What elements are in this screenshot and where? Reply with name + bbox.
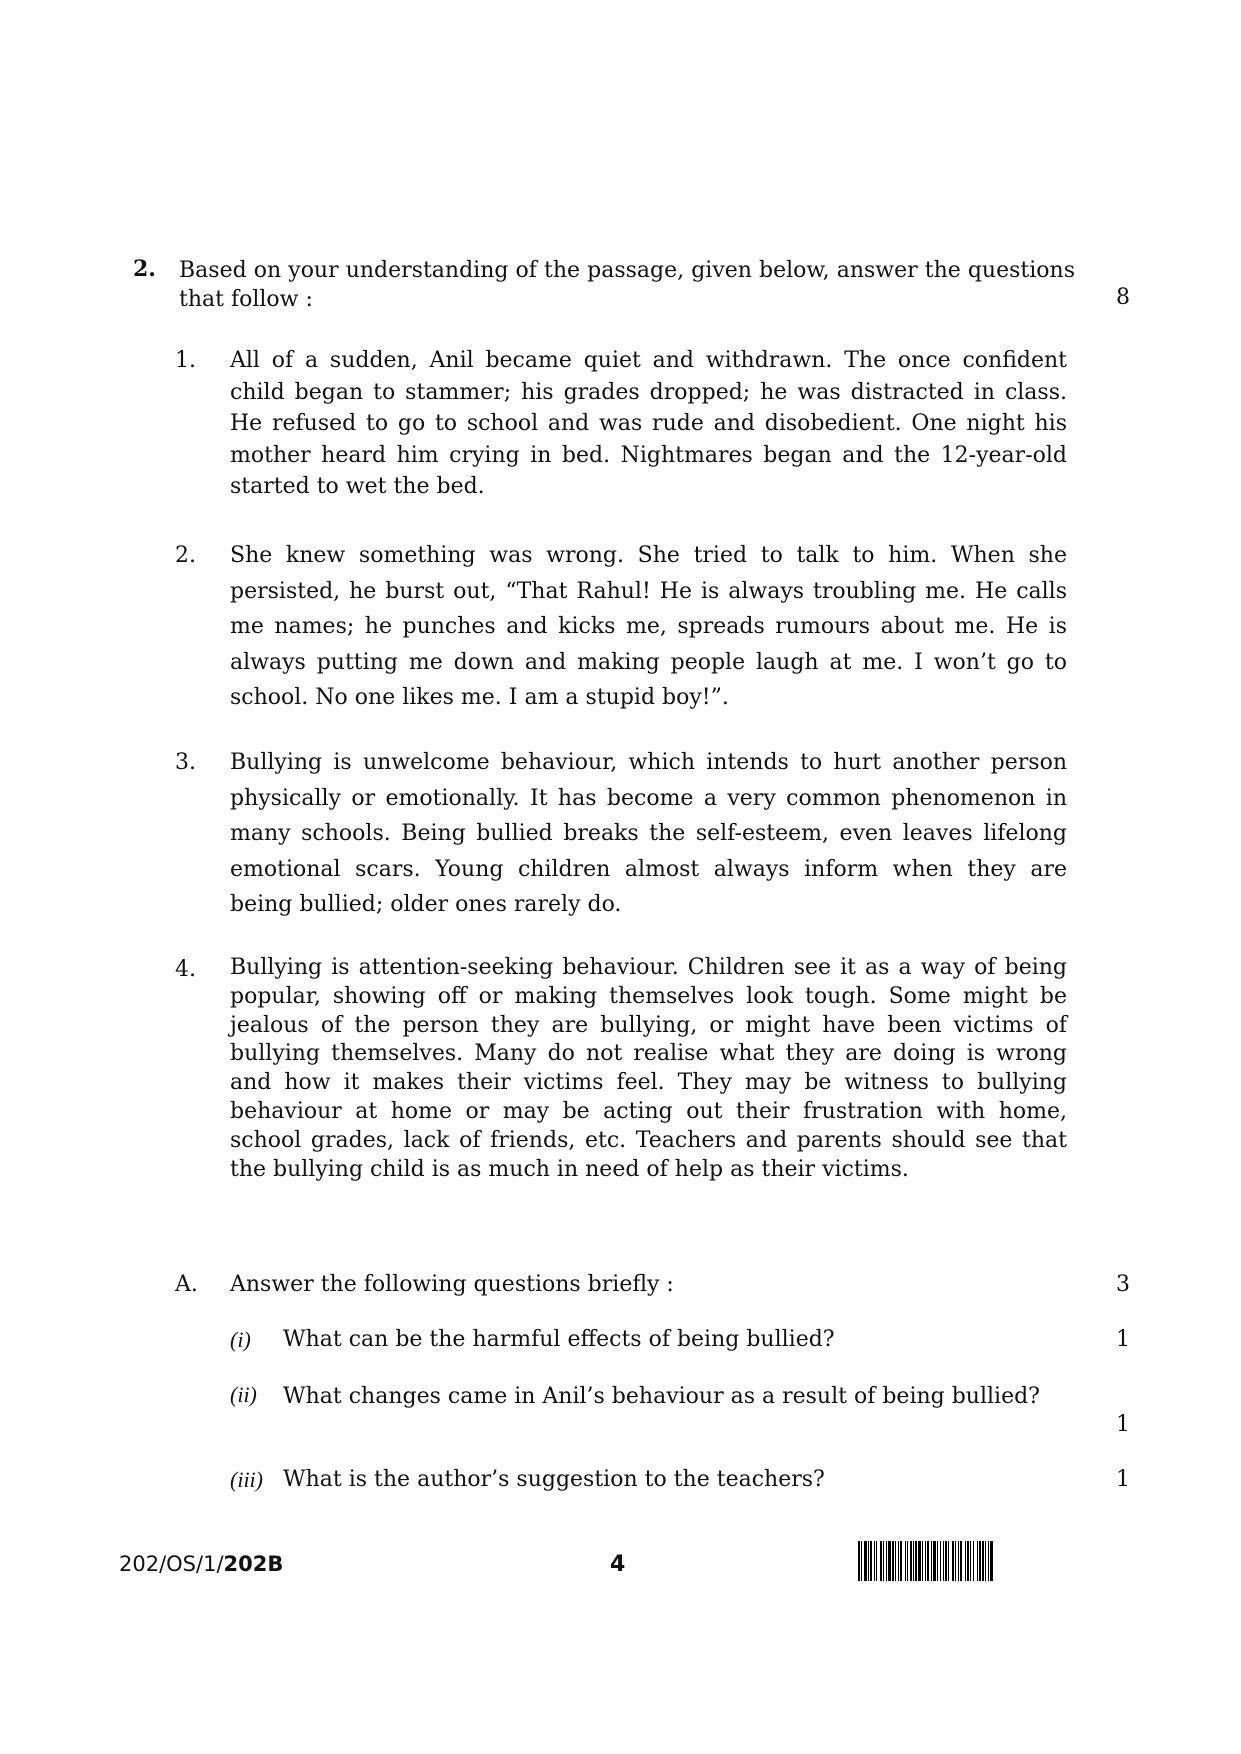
- subquestion-text: What can be the harmful effects of being bullied?: [283, 1327, 835, 1352]
- paper-code: [119, 1552, 283, 1576]
- subquestion-marks: 1: [1116, 1412, 1130, 1437]
- paragraph-number: 3.: [175, 750, 196, 775]
- paragraph-text: Bullying is unwelcome behaviour, which intends to hurt another person physically or emotionally. It has become a very common phenomenon in many schools. Being bullied breaks the self-esteem, even leaves lifelong emotional scars. Young children almost always inform when they are being bullied; older ones rarely do.: [230, 750, 1067, 917]
- paragraph-number: 4.: [175, 957, 196, 982]
- barcode-bar: [990, 1541, 993, 1581]
- question-intro: Based on your understanding of the passage, given below, answer the questions that follow :: [179, 258, 1075, 312]
- paragraph-text: She knew something was wrong. She tried to talk to him. When she persisted, he burst out, “That Rahul! He is always troubling me. He calls me names; he punches and kicks me, spreads rumours about me. He is always putting me down and making people laugh at me. I won’t go to school. No one likes me. I am a stupid boy!”.: [230, 543, 1067, 710]
- subquestion-number: (i): [230, 1327, 251, 1352]
- paragraph-number: 1.: [175, 348, 196, 373]
- barcode: [858, 1541, 1116, 1581]
- page-number: 4: [610, 1552, 626, 1577]
- paragraph-text: Bullying is attention-seeking behaviour. Children see it as a way of being popular, showing off or making themselves look tough. Some might be jealous of the person they are bullying, or might have been victims of bullying themselves. Many do not realise what they are doing is wrong and how it makes their victims feel. They may be witness to bullying behaviour at home or may be acting out their frustration with home, school grades, lack of friends, etc. Teachers and parents should see that the bullying child is as much in need of help as their victims.: [230, 955, 1067, 1182]
- paper-code-suffix: 202B: [223, 1552, 284, 1576]
- subquestion-marks: 1: [1116, 1327, 1130, 1352]
- section-marks: 3: [1116, 1272, 1130, 1297]
- subquestion-text: What is the author’s suggestion to the teachers?: [283, 1467, 825, 1492]
- subquestion-number: (ii): [230, 1382, 257, 1407]
- subquestion-marks: 1: [1116, 1467, 1130, 1492]
- subquestion-text: What changes came in Anil’s behaviour as a result of being bullied?: [283, 1384, 1040, 1409]
- section-label: A.: [175, 1272, 198, 1297]
- section-instruction: Answer the following questions briefly :: [230, 1272, 674, 1297]
- question-marks: 8: [1116, 285, 1130, 310]
- question-number: 2.: [133, 256, 156, 282]
- paragraph-number: 2.: [175, 543, 196, 568]
- paper-code-prefix: 202/OS/1/: [119, 1552, 224, 1576]
- paragraph-text: All of a sudden, Anil became quiet and withdrawn. The once confident child began to stammer; his grades dropped; he was distracted in class. He refused to go to school and was rude and disobedient. One night his mother heard him crying in bed. Nightmares began and the 12-year-old started to wet the bed.: [230, 348, 1067, 499]
- subquestion-number: (iii): [230, 1467, 263, 1492]
